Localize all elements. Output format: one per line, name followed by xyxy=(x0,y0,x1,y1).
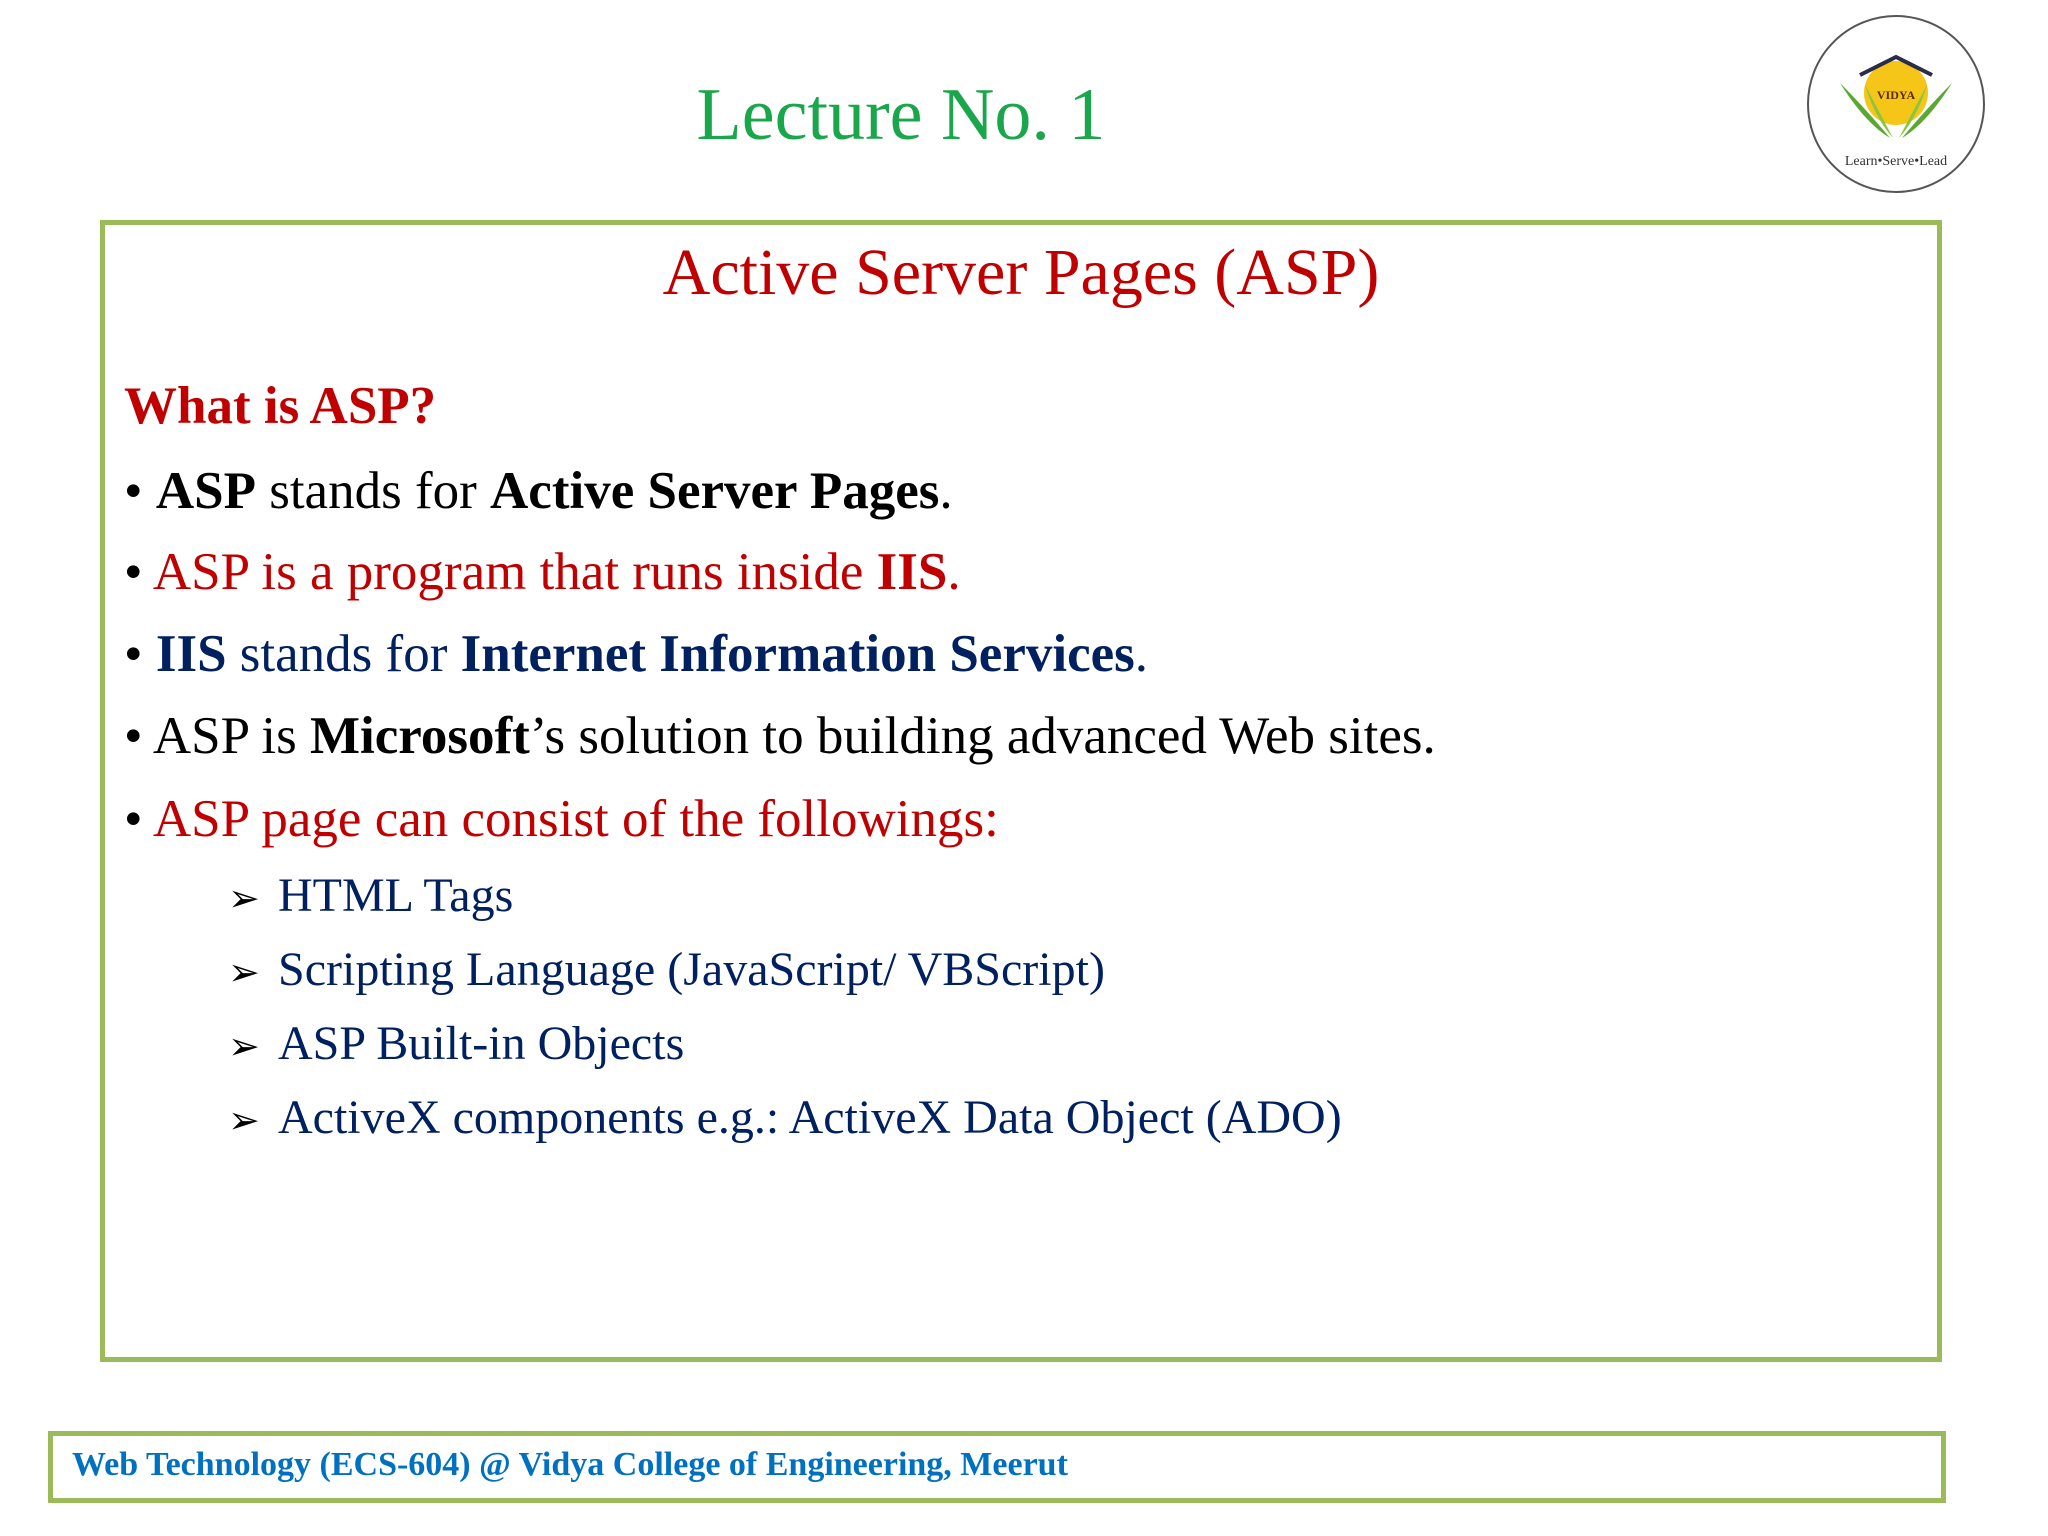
sub-item: ➢ ActiveX components e.g.: ActiveX Data Object (ADO) xyxy=(228,1091,1342,1144)
arrow-bullet-icon: ➢ xyxy=(228,950,260,994)
bullet-2: • ASP is a program that runs inside IIS. xyxy=(124,543,961,601)
college-logo xyxy=(1805,13,1987,195)
bullet-5: • ASP page can consist of the followings: xyxy=(124,790,999,848)
bullet-4: • ASP is Microsoft’s solution to building advanced Web sites. xyxy=(124,707,1436,765)
arrow-bullet-icon: ➢ xyxy=(228,1098,260,1142)
sub-item: ➢ ASP Built-in Objects xyxy=(228,1017,685,1070)
arrow-bullet-icon: ➢ xyxy=(228,1024,260,1068)
logo-text: VIDYA xyxy=(1876,88,1916,102)
slide-subtitle: Active Server Pages (ASP) xyxy=(662,236,1380,309)
arrow-bullet-icon: ➢ xyxy=(228,876,260,920)
sub-item: ➢ Scripting Language (JavaScript/ VBScript) xyxy=(228,943,1105,996)
question-heading: What is ASP? xyxy=(124,377,437,435)
bullet-1: • ASP stands for Active Server Pages. xyxy=(124,462,953,520)
logo-motto: Learn•Serve•Lead xyxy=(1844,154,1948,169)
sub-item: ➢ HTML Tags xyxy=(228,869,514,922)
footer-text: Web Technology (ECS-604) @ Vidya College of Engineering, Meerut xyxy=(72,1446,1068,1483)
bullet-3: • IIS stands for Internet Information Services. xyxy=(124,625,1149,683)
lecture-title: Lecture No. 1 xyxy=(696,74,1106,156)
